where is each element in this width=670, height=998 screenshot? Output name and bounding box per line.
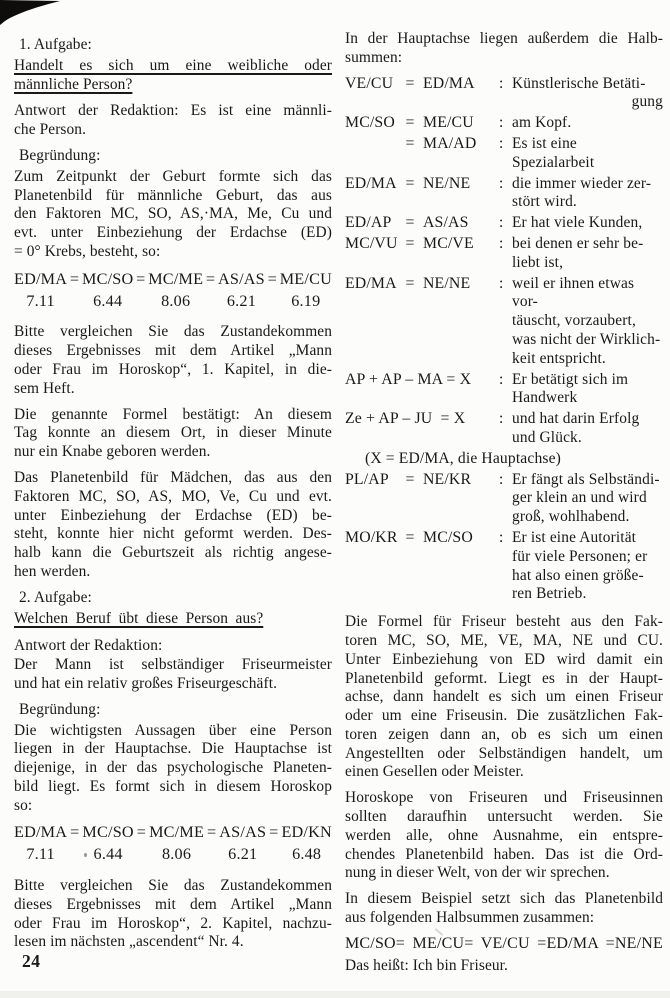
text-line: che Person. [14,121,87,139]
text-line: oder Frau im Horoskop“, 1. Kapitel, in die- [14,360,332,378]
text-line: Er ist eine Autorität [512,528,637,546]
equals-sign: = [405,74,415,92]
formula-value: 7.11 [26,291,55,310]
text-line: steht, konnte hier nicht geformt werden. Des- [14,525,332,543]
text-line: = 0° Krebs, besteht, so: [14,242,161,260]
colon-separator: : [499,274,504,292]
halfsum-left-term: PL/AP [345,470,389,488]
scan-speck [84,853,87,857]
equals-sign: = [207,823,217,842]
halfsum-list [345,75,663,605]
halfsum-row [345,75,663,113]
halfsum-right-term: MA/AD [423,134,477,152]
halfsum-left-term: MO/KR [345,528,398,546]
text-line: Er hat viele Kunden, [512,214,643,232]
text-line: nur ein Knabe geboren werden. [14,443,211,461]
halfsum-row [345,114,663,133]
text-line: Zum Zeitpunkt der Geburt formte sich das [14,167,332,185]
text-line: hen werden. [14,562,91,580]
compare2-paragraph [14,877,332,952]
equals-sign: = [405,134,415,152]
task1-heading: 1. Aufgabe: [19,36,92,53]
text-line: liegen in der Hauptachse. Die Hauptachse ist [14,740,332,758]
halfsum-description [512,135,663,173]
task1-question [14,57,332,95]
colon-separator: : [499,234,504,252]
text-line: ger klein an und wird [512,489,647,507]
friseur-formula-paragraph [345,613,663,782]
equals-sign: = [69,269,80,288]
halfsum-expression: Ze + AP – JU = X [345,410,466,428]
formula-value: 8.06 [161,845,192,864]
formula-value: 6.44 [93,845,123,864]
text-line: sem Heft. [14,379,75,397]
text-line: Der Mann ist selbständiger Friseurmeister [14,656,332,674]
halfsum-description [512,235,663,273]
text-line: den Faktoren MC, SO, AS,·MA, Me, Cu und [14,205,332,223]
beispiel-paragraph [345,890,663,928]
text-line: Das Planetenbild für Mädchen, das aus den [14,468,332,486]
text-line: summen: [345,48,403,66]
text-line: stört wird. [512,193,577,211]
colon-separator: : [499,74,504,92]
halfsum-note: (X = ED/MA, die Hauptachse) [365,449,562,467]
text-line: Angestellten oder Selbständigen handelt, um [345,744,663,762]
left-column [14,30,332,959]
text-line: liebt ist, [512,253,564,271]
text-line: Unter Einbeziehung von ED wird damit ein [345,650,663,668]
colon-separator: : [499,114,504,132]
halfsum-right-term: AS/AS [423,214,469,232]
formula-term: AS/AS [217,269,265,288]
scan-corner-artifact [0,0,70,28]
formula-value: 7.11 [26,845,55,864]
text-line: Er betätigt sich im [512,370,629,388]
text-line: Er fängt als Selbständi- [512,470,660,488]
text-line: Welchen Beruf übt diese Person aus? [14,609,264,627]
formula-term: ED/MA [14,269,68,288]
text-line: chendes Planetenbild haben. Das ist die Ord- [345,845,663,863]
text-line: Handelt es sich um eine weibliche oder [14,56,332,74]
equals-sign: = [405,470,415,488]
text-line: so: [14,796,33,814]
text-line: einen Gesellen oder Meister. [345,763,524,781]
text-line: bei denen er sehr be- [512,234,644,252]
halfsum-right-term: ED/MA [423,74,475,92]
halfsum-expression: AP + AP – MA = X [345,370,472,388]
text-line: und hat ein relativ großes Friseurgeschäft. [14,674,278,692]
halfsum-left-term: MC/VU [345,234,398,252]
text-line: weil er ihnen etwas vor- [512,274,635,311]
text-line: Bitte vergleichen Sie das Zustandekommen [14,877,332,895]
text-line: Die wichtigsten Aussagen über eine Person [14,721,332,739]
halfsum-description [512,275,663,369]
halfsum-description [512,175,663,213]
formula-value: 6.21 [228,845,258,864]
answer2-heading: Antwort der Redaktion: [14,637,163,655]
halfsum-left-term: ED/MA [345,174,397,192]
halfsum-description [512,410,663,448]
text-line: sollten daraufhin untersucht werden. Sie [345,808,663,826]
text-line: gung [631,93,663,111]
text-line: Bitte vergleichen Sie das Zustandekommen [14,323,332,341]
halfsum-row [345,214,663,233]
formula-value: 6.44 [93,291,123,310]
formula-term: MC/SO [81,269,134,288]
text-line: Planetenbild für männliche Geburt, das aus [14,186,332,204]
text-line: hat also einen größe- [512,566,644,584]
halfsum-row [345,371,663,409]
text-line: Künstlerische Betäti- [512,74,646,92]
text-line: evt. unter Einbeziehung der Erdachse (ED) [14,224,332,242]
halfsum-row [345,235,663,273]
halfsum-right-term: MC/VE [423,234,474,252]
text-line: Antwort der Redaktion: Es ist eine männli- [14,102,332,120]
halfsum-row [345,529,663,604]
halfsum-description [512,214,663,233]
text-line: Faktoren MC, SO, AS, MO, Ve, Cu und evt. [14,487,332,505]
reason1-paragraph [14,168,332,262]
task2-question [14,610,332,629]
colon-separator: : [499,470,504,488]
text-line: und hat darin Erfolg [512,410,640,428]
girls-paragraph [14,469,332,582]
formula-term: ED/MA [14,823,68,842]
text-line: was nicht der Wirklich- [512,330,661,348]
reason1-heading: Begründung: [19,146,101,164]
colon-separator: : [499,410,504,428]
halfsum-description [512,75,663,113]
text-line: Horoskope von Friseuren und Friseusinnen [345,789,663,807]
colon-separator: : [499,528,504,546]
text-line: werden alle, ohne Ausnahme, ein entspre- [345,826,663,844]
colon-separator: : [499,174,504,192]
halfsum-description [512,371,663,409]
halfsum-left-term: MC/SO [345,114,395,132]
formula-term: MC/SO [82,823,134,842]
colon-separator: : [499,214,504,232]
text-line: Die genannte Formel bestätigt: An diesem [14,405,332,423]
equals-sign: = [269,823,279,842]
halfsum-right-term: MC/SO [423,528,473,546]
equals-sign: = [405,114,415,132]
reason2-heading: Begründung: [19,700,101,718]
text-line: lesen im nächsten „ascendent“ Nr. 4. [14,933,244,951]
formula-male [14,270,332,311]
page-number: 24 [22,951,41,971]
text-line: diejenige, in der das psychologische Planeten- [14,759,332,777]
text-line: täuscht, vorzaubert, [512,312,636,330]
formula-term: ME/CU [279,269,332,288]
halfsum-row [345,471,663,527]
halfsum-row [345,175,663,213]
formula-value: 6.19 [291,291,321,310]
text-line: Planetenbild geformt. Liegt es in der Haupt- [345,669,663,687]
planetenbild-formula-line: MC/SO= ME/CU= VE/CU =ED/MA =NE/NE [345,934,663,952]
reason2-paragraph [14,722,332,816]
equals-sign: = [136,823,147,842]
text-line: Die Formel für Friseur besteht aus den Fak- [345,613,663,631]
formula-term: ED/KN [281,823,332,842]
text-line: oder Frau im Horoskop“, 2. Kapitel, nachzu- [14,914,332,932]
text-line: für viele Personen; er [512,547,648,565]
final-statement: Das heißt: Ich bin Friseur. [345,956,508,974]
formula-term: MC/ME [149,823,205,842]
formula-value: 6.21 [226,291,256,310]
formula-term: AS/AS [219,823,267,842]
text-line: und Glück. [512,428,582,446]
text-line: ren Betrieb. [512,585,587,603]
halfsum-description [512,114,663,133]
text-line: oder um eine Friseusin. Die zusätzlichen Fak- [345,707,663,725]
text-line: groß, wohlhabend. [512,508,630,526]
text-line: am Kopf. [512,114,572,132]
text-line: dieses Ergebnisses mit dem Artikel „Mann [14,895,332,913]
colon-separator: : [499,370,504,388]
answer1-paragraph [14,102,332,140]
text-line: toren zeigen dann an, ob es sich um einen [345,725,663,743]
text-line: Tag konnte an diesem Ort, in dieser Minute [14,424,332,442]
halfsum-row [345,410,663,448]
equals-sign: = [405,234,415,252]
formula-term: MC/ME [148,269,204,288]
formula-value: 6.48 [292,845,322,864]
text-line: keit entspricht. [512,349,606,367]
text-line: achse, dann handelt es sich um einen Friseur [345,688,663,706]
text-line: halb kann die Geburtszeit als richtig angese- [14,544,332,562]
equals-sign: = [267,269,277,288]
halfsum-right-term: NE/NE [423,174,471,192]
equals-sign: = [70,823,80,842]
halfsum-description [512,471,663,527]
text-line: bild liegt. Es formt sich in diesem Horoskop [14,777,332,795]
equals-sign: = [405,174,415,192]
halfsum-row [345,450,663,469]
halfsum-right-term: NE/NE [423,274,471,292]
formula-main-axis [14,823,332,864]
halfsum-row [345,135,663,173]
right-column [345,30,663,975]
answer2-paragraph [14,656,332,694]
horoskope-paragraph [345,789,663,883]
task2-heading: 2. Aufgabe: [19,588,92,606]
halfsum-left-term: ED/AP [345,214,392,232]
text-line: unter Einbeziehung der Erdachse (ED) be- [14,506,332,524]
equals-sign: = [405,214,415,232]
text-line: In der Hauptachse liegen außerdem die Halb- [345,30,663,47]
text-line: In diesem Beispiel setzt sich das Planetenbild [345,890,663,908]
text-line: toren MC, SO, ME, VE, MA, NE und CU. [345,631,663,649]
halfsum-left-term: VE/CU [345,74,394,92]
confirm1-paragraph [14,406,332,462]
equals-sign: = [136,269,146,288]
intro-paragraph [345,30,663,68]
halfsum-left-term: ED/MA [345,274,397,292]
text-line: aus folgenden Halbsummen zusammen: [345,909,595,927]
text-line: dieses Ergebnisses mit dem Artikel „Mann [14,342,332,360]
colon-separator: : [499,134,504,152]
halfsum-right-term: ME/CU [423,114,474,132]
equals-sign: = [405,274,415,292]
halfsum-right-term: NE/KR [423,470,472,488]
equals-sign: = [205,269,216,288]
halfsum-row [345,275,663,369]
formula-value: 8.06 [161,291,191,310]
compare1-paragraph [14,323,332,398]
text-line: Es ist eine Spezialarbeit [512,134,595,171]
equals-sign: = [405,528,415,546]
text-line: die immer wieder zer- [512,174,652,192]
text-line: nung in dieser Welt, von der wir sprechen. [345,864,610,882]
text-line: männliche Person? [14,75,133,93]
halfsum-description [512,529,663,604]
text-line: Handwerk [512,389,578,407]
